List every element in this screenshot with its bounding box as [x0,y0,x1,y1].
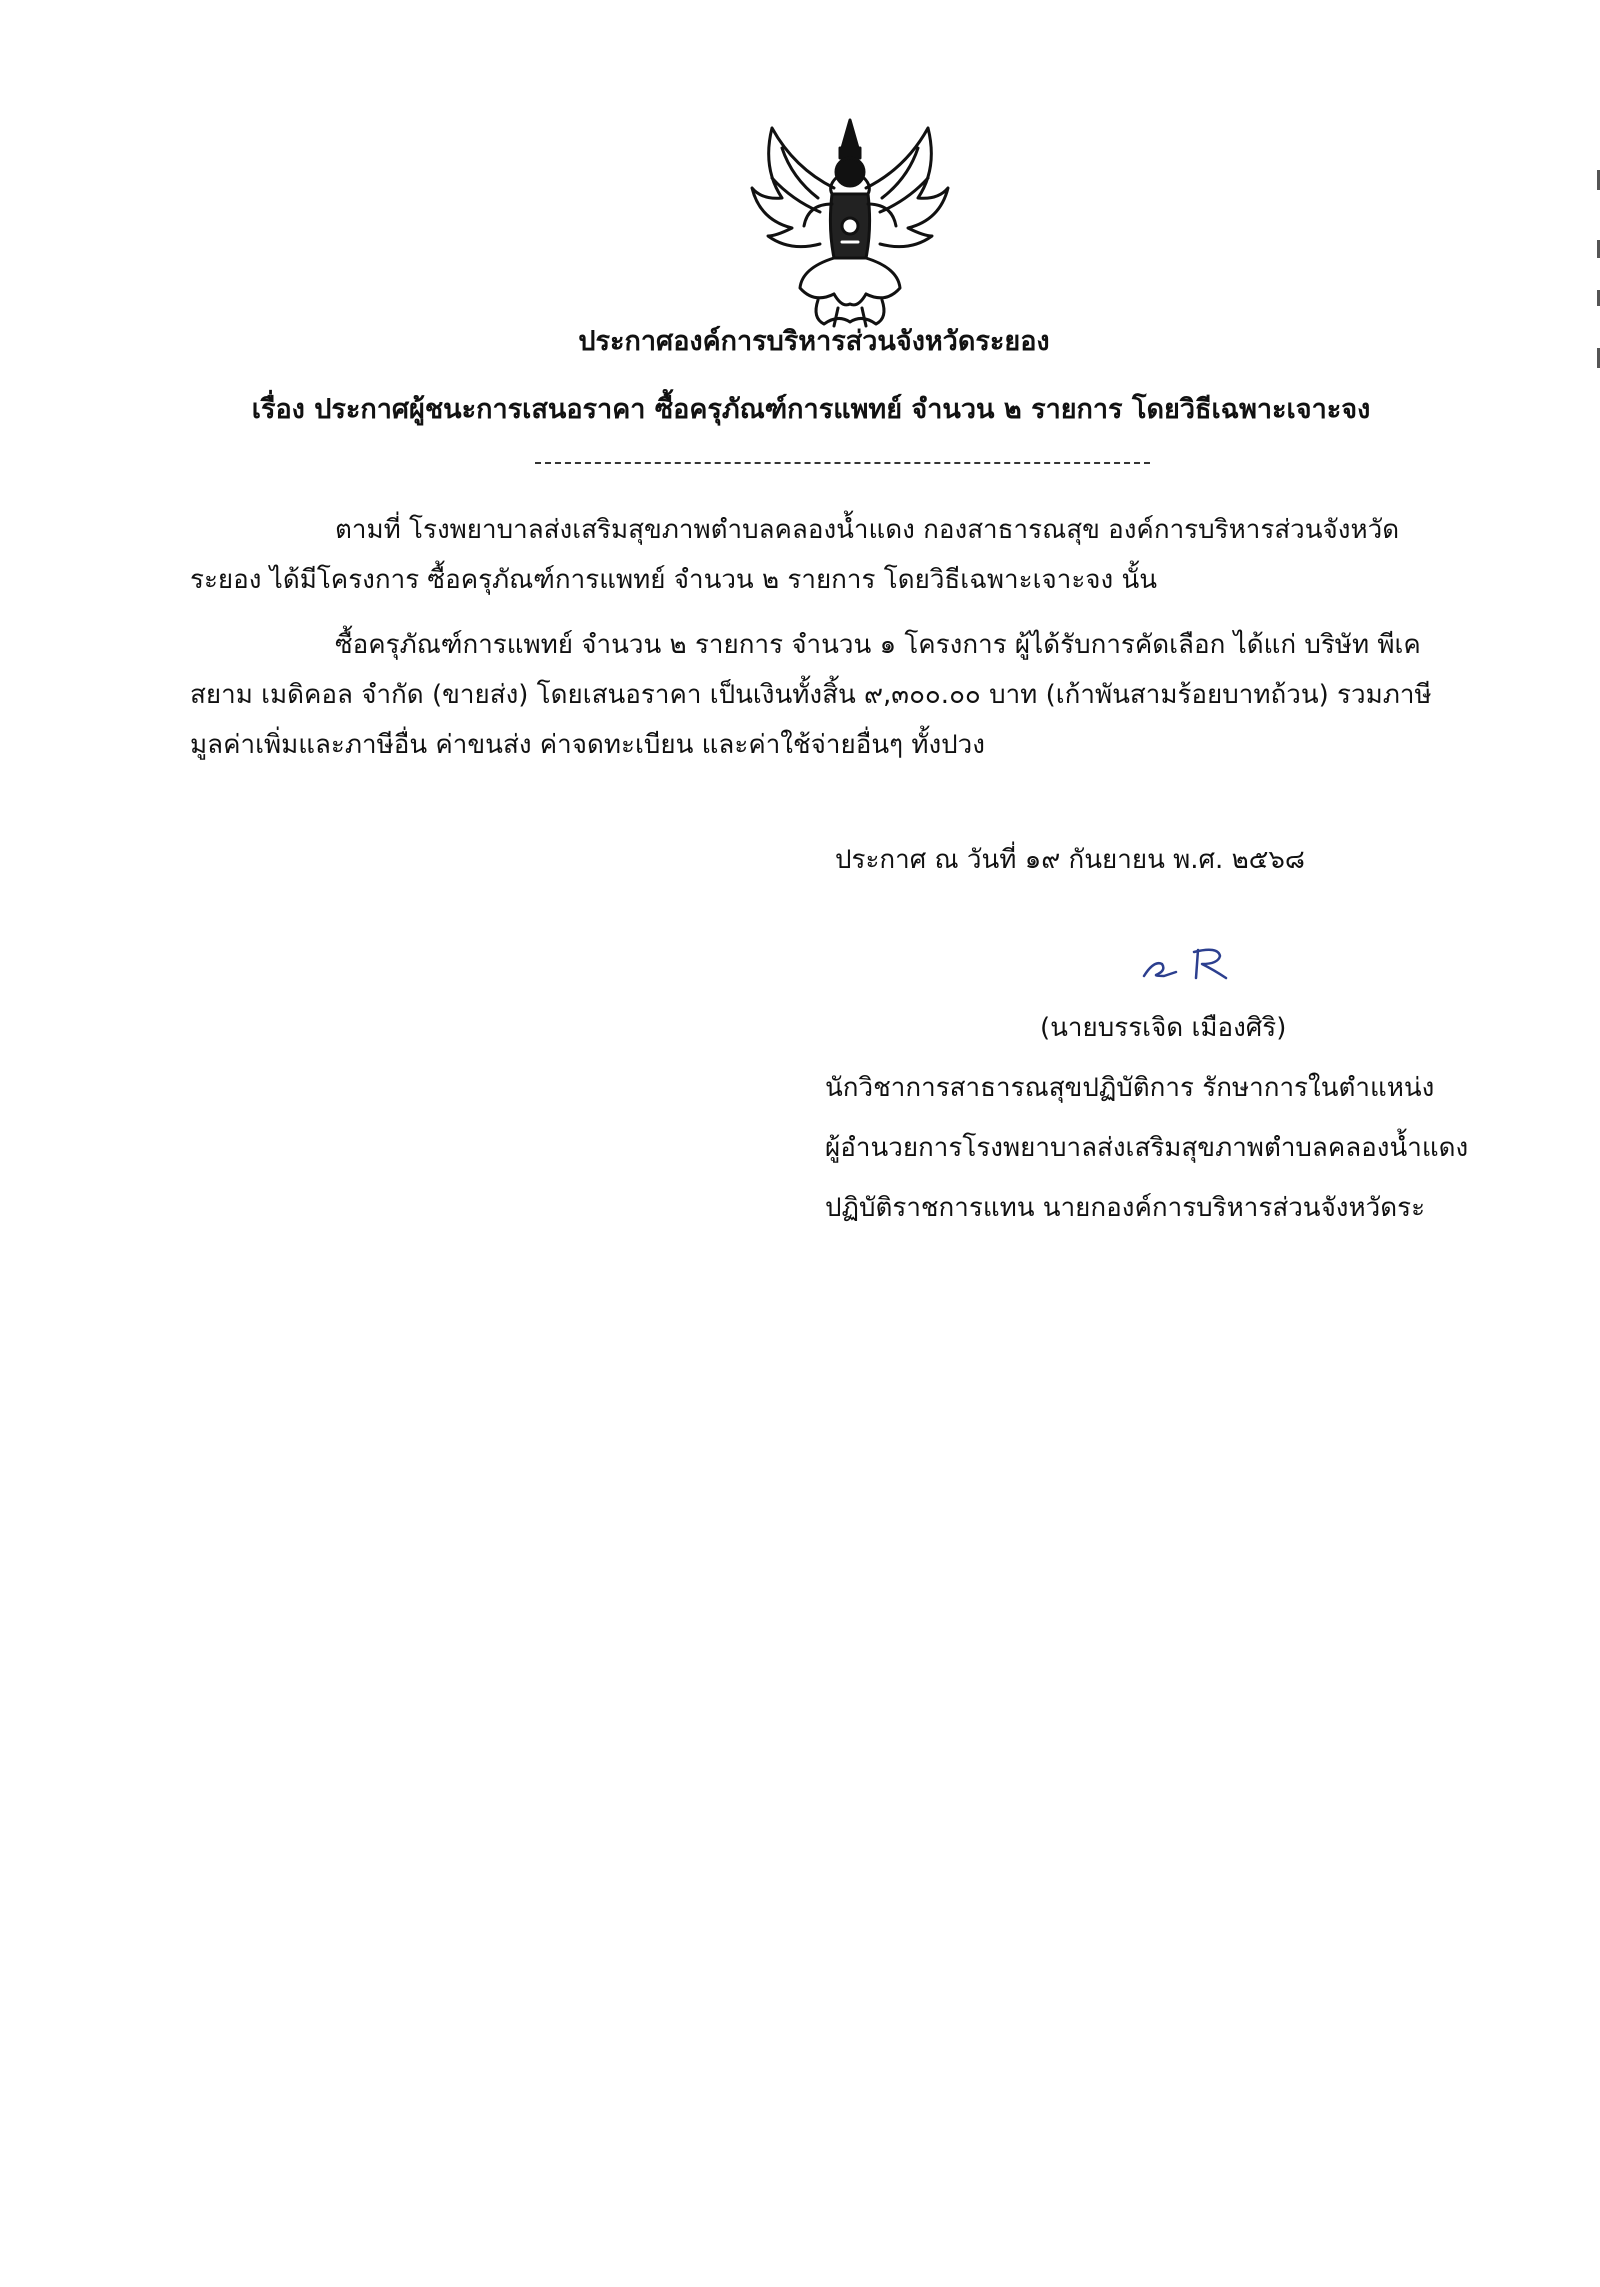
announcement-date: ประกาศ ณ วันที่ ๑๙ กันยายน พ.ศ. ๒๕๖๘ [835,845,1305,875]
paragraph-2-line-2: สยาม เมดิคอล จำกัด (ขายส่ง) โดยเสนอราคา เป็นเงินทั้งสิ้น ๙,๓๐๐.๐๐ บาท (เก้าพันสามร้อยบาทถ้วน) รวมภาษี [190,680,1432,710]
title-divider [535,462,1150,464]
signatory-position-line-3: ปฏิบัติราชการแทน นายกองค์การบริหารส่วนจังหวัดระ [825,1193,1426,1223]
announcement-title: ประกาศองค์การบริหารส่วนจังหวัดระยอง [578,326,1050,357]
paragraph-2-line-1: ซื้อครุภัณฑ์การแพทย์ จำนวน ๒ รายการ จำนวน ๑ โครงการ ผู้ได้รับการคัดเลือก ได้แก่ บริษัท พีเค [335,630,1421,660]
signatory-name: (นายบรรเจิด เมืองศิริ) [1040,1013,1287,1043]
signatory-position-line-1: นักวิชาการสาธารณสุขปฏิบัติการ รักษาการในตำแหน่ง [825,1073,1435,1103]
announcement-subject: เรื่อง ประกาศผู้ชนะการเสนอราคา ซื้อครุภัณฑ์การแพทย์ จำนวน ๒ รายการ โดยวิธีเฉพาะเจาะจง [251,394,1371,425]
paragraph-1-line-2: ระยอง ได้มีโครงการ ซื้อครุภัณฑ์การแพทย์ จำนวน ๒ รายการ โดยวิธีเฉพาะเจาะจง นั้น [190,565,1158,595]
handwritten-signature-icon [1140,940,1250,988]
paragraph-1-line-1: ตามที่ โรงพยาบาลส่งเสริมสุขภาพตำบลคลองน้ำแดง กองสาธารณสุข องค์การบริหารส่วนจังหวัด [335,515,1400,545]
garuda-emblem-icon [742,108,958,330]
paragraph-2-line-3: มูลค่าเพิ่มและภาษีอื่น ค่าขนส่ง ค่าจดทะเบียน และค่าใช้จ่ายอื่นๆ ทั้งปวง [190,730,985,760]
signatory-position-line-2: ผู้อำนวยการโรงพยาบาลส่งเสริมสุขภาพตำบลคลองน้ำแดง [825,1133,1469,1163]
